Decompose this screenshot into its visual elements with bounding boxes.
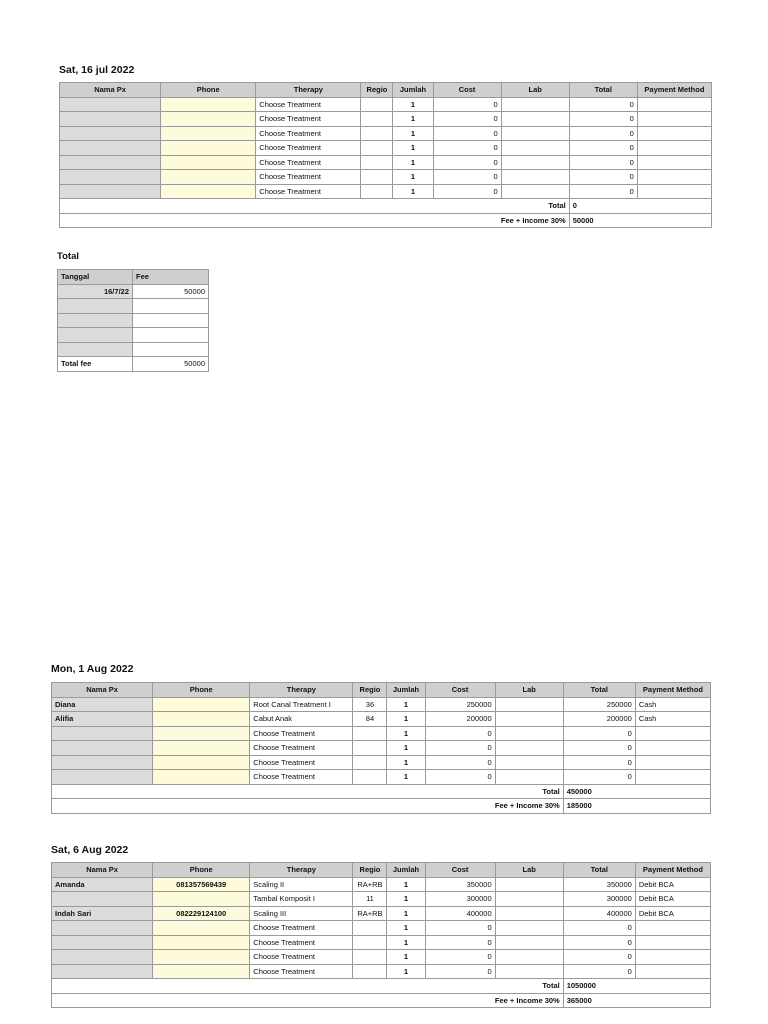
col-header-lab: Lab [495, 863, 563, 878]
total-row [52, 979, 711, 994]
total-cell: 0 [563, 770, 635, 785]
treatment-table [59, 82, 712, 228]
col-header-jumlah: Jumlah [393, 83, 433, 98]
phone-cell[interactable]: 081357569439 [153, 877, 250, 892]
name-cell[interactable] [52, 921, 153, 936]
fee-row [52, 799, 711, 814]
fee-cell[interactable] [133, 328, 209, 343]
regio-cell[interactable] [361, 97, 393, 112]
col-header-phone: Phone [161, 83, 256, 98]
lab-cell[interactable] [495, 950, 563, 965]
jumlah-cell[interactable]: 1 [393, 141, 433, 156]
table-row [60, 170, 712, 185]
name-cell[interactable]: Indah Sari [52, 906, 153, 921]
regio-cell[interactable]: 11 [353, 892, 387, 907]
name-cell[interactable] [60, 155, 161, 170]
col-header-cost: Cost [425, 683, 495, 698]
fee-value: 365000 [563, 993, 710, 1008]
name-cell[interactable]: Amanda [52, 877, 153, 892]
regio-cell[interactable]: 36 [353, 697, 387, 712]
payment-cell[interactable]: Debit BCA [635, 892, 710, 907]
table-row [60, 97, 712, 112]
date-cell[interactable] [58, 342, 133, 357]
phone-cell[interactable] [161, 112, 256, 127]
lab-cell[interactable] [495, 755, 563, 770]
cost-cell[interactable]: 0 [425, 935, 495, 950]
lab-cell[interactable] [501, 155, 569, 170]
table-row [52, 921, 711, 936]
table-row [52, 877, 711, 892]
col-header-regio: Regio [361, 83, 393, 98]
jumlah-cell[interactable]: 1 [387, 726, 425, 741]
total-row [52, 784, 711, 799]
jumlah-cell[interactable]: 1 [387, 964, 425, 979]
fee-label: Fee + Income 30% [52, 799, 564, 814]
therapy-cell[interactable]: Choose Treatment [250, 741, 353, 756]
payment-cell[interactable] [637, 141, 711, 156]
cost-cell[interactable]: 0 [425, 964, 495, 979]
payment-cell[interactable]: Debit BCA [635, 877, 710, 892]
cost-cell[interactable]: 0 [425, 770, 495, 785]
regio-cell[interactable] [361, 141, 393, 156]
name-cell[interactable] [52, 950, 153, 965]
col-header-therapy: Therapy [250, 863, 353, 878]
cost-cell[interactable]: 0 [433, 97, 501, 112]
therapy-cell[interactable]: Choose Treatment [250, 950, 353, 965]
name-cell[interactable] [52, 964, 153, 979]
cost-cell[interactable]: 0 [425, 726, 495, 741]
name-cell[interactable]: Diana [52, 697, 153, 712]
cost-cell[interactable]: 0 [425, 755, 495, 770]
therapy-cell[interactable]: Choose Treatment [256, 170, 361, 185]
lab-cell[interactable] [495, 877, 563, 892]
total-cell: 0 [569, 184, 637, 199]
fee-row [52, 993, 711, 1008]
therapy-cell[interactable]: Choose Treatment [256, 97, 361, 112]
phone-cell[interactable] [161, 97, 256, 112]
table-row [52, 697, 711, 712]
table-row [52, 755, 711, 770]
total-value: 0 [569, 199, 711, 214]
jumlah-cell[interactable]: 1 [393, 184, 433, 199]
total-cell: 0 [563, 921, 635, 936]
total-cell: 0 [569, 97, 637, 112]
name-cell[interactable] [52, 726, 153, 741]
col-header-nama-px: Nama Px [52, 863, 153, 878]
col-header-phone: Phone [153, 863, 250, 878]
therapy-cell[interactable]: Choose Treatment [250, 726, 353, 741]
col-header-total: Total [563, 863, 635, 878]
payment-cell[interactable] [637, 97, 711, 112]
regio-cell[interactable] [353, 950, 387, 965]
cost-cell[interactable]: 0 [433, 170, 501, 185]
name-cell[interactable] [60, 97, 161, 112]
jumlah-cell[interactable]: 1 [393, 155, 433, 170]
payment-cell[interactable] [635, 755, 710, 770]
phone-cell[interactable] [161, 170, 256, 185]
fee-row [60, 213, 712, 228]
total-cell: 0 [563, 741, 635, 756]
jumlah-cell[interactable]: 1 [393, 97, 433, 112]
total-cell: 350000 [563, 877, 635, 892]
phone-cell[interactable] [161, 126, 256, 141]
date-cell[interactable]: 16/7/22 [58, 284, 133, 299]
phone-cell[interactable] [153, 921, 250, 936]
cost-cell[interactable]: 200000 [425, 712, 495, 727]
table-row [52, 906, 711, 921]
lab-cell[interactable] [495, 935, 563, 950]
summary-table [57, 269, 209, 372]
regio-cell[interactable] [353, 741, 387, 756]
table-row [58, 328, 209, 343]
payment-cell[interactable] [637, 126, 711, 141]
lab-cell[interactable] [495, 964, 563, 979]
therapy-cell[interactable]: Choose Treatment [250, 921, 353, 936]
lab-cell[interactable] [495, 712, 563, 727]
total-cell: 0 [569, 170, 637, 185]
payment-cell[interactable]: Cash [635, 712, 710, 727]
therapy-cell[interactable]: Choose Treatment [256, 126, 361, 141]
therapy-cell[interactable]: Root Canal Treatment I [250, 697, 353, 712]
section-title: Mon, 1 Aug 2022 [51, 663, 134, 675]
total-label: Total [52, 979, 564, 994]
phone-cell[interactable] [161, 184, 256, 199]
phone-cell[interactable]: 082229124100 [153, 906, 250, 921]
table-row [60, 184, 712, 199]
total-cell: 0 [569, 126, 637, 141]
fee-cell[interactable]: 50000 [133, 284, 209, 299]
jumlah-cell[interactable]: 1 [387, 712, 425, 727]
cost-cell[interactable]: 300000 [425, 892, 495, 907]
total-cell: 250000 [563, 697, 635, 712]
therapy-cell[interactable]: Scaling III [250, 906, 353, 921]
col-header-total: Total [569, 83, 637, 98]
name-cell[interactable] [52, 770, 153, 785]
payment-cell[interactable]: Debit BCA [635, 906, 710, 921]
fee-value: 50000 [569, 213, 711, 228]
jumlah-cell[interactable]: 1 [387, 950, 425, 965]
name-cell[interactable] [60, 141, 161, 156]
table-row [60, 141, 712, 156]
regio-cell[interactable] [353, 770, 387, 785]
total-value: 1050000 [563, 979, 710, 994]
table-row [52, 741, 711, 756]
jumlah-cell[interactable]: 1 [387, 770, 425, 785]
section-title: Sat, 16 jul 2022 [59, 64, 135, 76]
regio-cell[interactable] [361, 155, 393, 170]
jumlah-cell[interactable]: 1 [387, 755, 425, 770]
table-row [58, 284, 209, 299]
regio-cell[interactable] [361, 112, 393, 127]
col-header-regio: Regio [353, 863, 387, 878]
therapy-cell[interactable]: Choose Treatment [250, 964, 353, 979]
phone-cell[interactable] [153, 726, 250, 741]
payment-cell[interactable] [637, 170, 711, 185]
fee-label: Fee + Income 30% [60, 213, 570, 228]
jumlah-cell[interactable]: 1 [387, 921, 425, 936]
col-header-payment-method: Payment Method [637, 83, 711, 98]
date-cell[interactable] [58, 313, 133, 328]
table-row [52, 950, 711, 965]
regio-cell[interactable]: RA+RB [353, 877, 387, 892]
jumlah-cell[interactable]: 1 [387, 697, 425, 712]
cost-cell[interactable]: 350000 [425, 877, 495, 892]
name-cell[interactable] [60, 170, 161, 185]
phone-cell[interactable] [153, 935, 250, 950]
summary-title: Total [57, 251, 79, 262]
lab-cell[interactable] [495, 697, 563, 712]
therapy-cell[interactable]: Choose Treatment [250, 770, 353, 785]
regio-cell[interactable] [353, 726, 387, 741]
name-cell[interactable] [52, 892, 153, 907]
regio-cell[interactable] [361, 184, 393, 199]
total-cell: 0 [563, 935, 635, 950]
date-cell[interactable] [58, 328, 133, 343]
therapy-cell[interactable]: Choose Treatment [256, 184, 361, 199]
cost-cell[interactable]: 0 [433, 112, 501, 127]
lab-cell[interactable] [501, 141, 569, 156]
col-header-tanggal: Tanggal [58, 270, 133, 285]
lab-cell[interactable] [495, 741, 563, 756]
payment-cell[interactable] [635, 921, 710, 936]
col-header-jumlah: Jumlah [387, 683, 425, 698]
col-header-phone: Phone [153, 683, 250, 698]
phone-cell[interactable] [161, 141, 256, 156]
payment-cell[interactable] [635, 770, 710, 785]
payment-cell[interactable] [635, 950, 710, 965]
lab-cell[interactable] [495, 892, 563, 907]
payment-cell[interactable] [635, 741, 710, 756]
table-row [58, 299, 209, 314]
payment-cell[interactable] [635, 726, 710, 741]
jumlah-cell[interactable]: 1 [387, 935, 425, 950]
total-cell: 0 [569, 112, 637, 127]
treatment-table [51, 862, 711, 1008]
col-header-lab: Lab [495, 683, 563, 698]
col-header-cost: Cost [425, 863, 495, 878]
col-header-payment-method: Payment Method [635, 863, 710, 878]
total-cell: 0 [569, 155, 637, 170]
lab-cell[interactable] [501, 170, 569, 185]
table-row [60, 112, 712, 127]
total-cell: 0 [563, 950, 635, 965]
therapy-cell[interactable]: Choose Treatment [250, 755, 353, 770]
lab-cell[interactable] [501, 97, 569, 112]
regio-cell[interactable] [361, 126, 393, 141]
total-fee-value: 50000 [133, 357, 209, 372]
col-header-total: Total [563, 683, 635, 698]
phone-cell[interactable] [153, 755, 250, 770]
table-row [60, 126, 712, 141]
total-cell: 0 [563, 964, 635, 979]
phone-cell[interactable] [153, 712, 250, 727]
name-cell[interactable] [52, 755, 153, 770]
date-cell[interactable] [58, 299, 133, 314]
table-row [52, 712, 711, 727]
phone-cell[interactable] [153, 892, 250, 907]
lab-cell[interactable] [501, 184, 569, 199]
cost-cell[interactable]: 250000 [425, 697, 495, 712]
name-cell[interactable] [60, 184, 161, 199]
total-cell: 400000 [563, 906, 635, 921]
name-cell[interactable] [60, 126, 161, 141]
total-cell: 0 [569, 141, 637, 156]
therapy-cell[interactable]: Choose Treatment [256, 155, 361, 170]
total-value: 450000 [563, 784, 710, 799]
table-row [52, 935, 711, 950]
payment-cell[interactable] [637, 184, 711, 199]
phone-cell[interactable] [153, 964, 250, 979]
lab-cell[interactable] [495, 726, 563, 741]
payment-cell[interactable]: Cash [635, 697, 710, 712]
total-cell: 0 [563, 755, 635, 770]
table-row [52, 964, 711, 979]
total-fee-row [58, 357, 209, 372]
therapy-cell[interactable]: Cabut Anak [250, 712, 353, 727]
payment-cell[interactable] [635, 964, 710, 979]
payment-cell[interactable] [637, 112, 711, 127]
total-fee-label: Total fee [58, 357, 133, 372]
table-row [52, 892, 711, 907]
lab-cell[interactable] [495, 770, 563, 785]
name-cell[interactable] [60, 112, 161, 127]
total-cell: 300000 [563, 892, 635, 907]
jumlah-cell[interactable]: 1 [387, 906, 425, 921]
therapy-cell[interactable]: Scaling II [250, 877, 353, 892]
fee-cell[interactable] [133, 313, 209, 328]
treatment-table [51, 682, 711, 814]
cost-cell[interactable]: 0 [433, 155, 501, 170]
total-cell: 200000 [563, 712, 635, 727]
fee-label: Fee + Income 30% [52, 993, 564, 1008]
cost-cell[interactable]: 0 [433, 141, 501, 156]
cost-cell[interactable]: 0 [425, 921, 495, 936]
total-row [60, 199, 712, 214]
jumlah-cell[interactable]: 1 [387, 892, 425, 907]
lab-cell[interactable] [501, 112, 569, 127]
col-header-payment-method: Payment Method [635, 683, 710, 698]
payment-cell[interactable] [637, 155, 711, 170]
cost-cell[interactable]: 400000 [425, 906, 495, 921]
jumlah-cell[interactable]: 1 [387, 877, 425, 892]
lab-cell[interactable] [495, 906, 563, 921]
regio-cell[interactable]: 84 [353, 712, 387, 727]
fee-cell[interactable] [133, 342, 209, 357]
therapy-cell[interactable]: Choose Treatment [256, 141, 361, 156]
table-row [52, 726, 711, 741]
fee-value: 185000 [563, 799, 710, 814]
section-title: Sat, 6 Aug 2022 [51, 844, 129, 856]
table-row [58, 342, 209, 357]
col-header-lab: Lab [501, 83, 569, 98]
phone-cell[interactable] [161, 155, 256, 170]
jumlah-cell[interactable]: 1 [393, 112, 433, 127]
table-row [58, 313, 209, 328]
fee-cell[interactable] [133, 299, 209, 314]
phone-cell[interactable] [153, 950, 250, 965]
jumlah-cell[interactable]: 1 [393, 170, 433, 185]
col-header-regio: Regio [353, 683, 387, 698]
therapy-cell[interactable]: Tambal Komposit I [250, 892, 353, 907]
col-header-nama-px: Nama Px [60, 83, 161, 98]
table-row [52, 770, 711, 785]
cost-cell[interactable]: 0 [433, 184, 501, 199]
jumlah-cell[interactable]: 1 [387, 741, 425, 756]
name-cell[interactable]: Alifia [52, 712, 153, 727]
col-header-cost: Cost [433, 83, 501, 98]
table-row [60, 155, 712, 170]
col-header-therapy: Therapy [256, 83, 361, 98]
col-header-nama-px: Nama Px [52, 683, 153, 698]
phone-cell[interactable] [153, 770, 250, 785]
regio-cell[interactable] [353, 964, 387, 979]
col-header-jumlah: Jumlah [387, 863, 425, 878]
regio-cell[interactable]: RA+RB [353, 906, 387, 921]
lab-cell[interactable] [501, 126, 569, 141]
col-header-therapy: Therapy [250, 683, 353, 698]
total-label: Total [52, 784, 564, 799]
phone-cell[interactable] [153, 697, 250, 712]
name-cell[interactable] [52, 935, 153, 950]
regio-cell[interactable] [353, 921, 387, 936]
phone-cell[interactable] [153, 741, 250, 756]
cost-cell[interactable]: 0 [425, 741, 495, 756]
total-label: Total [60, 199, 570, 214]
regio-cell[interactable] [353, 935, 387, 950]
cost-cell[interactable]: 0 [425, 950, 495, 965]
jumlah-cell[interactable]: 1 [393, 126, 433, 141]
payment-cell[interactable] [635, 935, 710, 950]
therapy-cell[interactable]: Choose Treatment [256, 112, 361, 127]
regio-cell[interactable] [353, 755, 387, 770]
total-cell: 0 [563, 726, 635, 741]
col-header-fee: Fee [133, 270, 209, 285]
lab-cell[interactable] [495, 921, 563, 936]
cost-cell[interactable]: 0 [433, 126, 501, 141]
name-cell[interactable] [52, 741, 153, 756]
regio-cell[interactable] [361, 170, 393, 185]
therapy-cell[interactable]: Choose Treatment [250, 935, 353, 950]
